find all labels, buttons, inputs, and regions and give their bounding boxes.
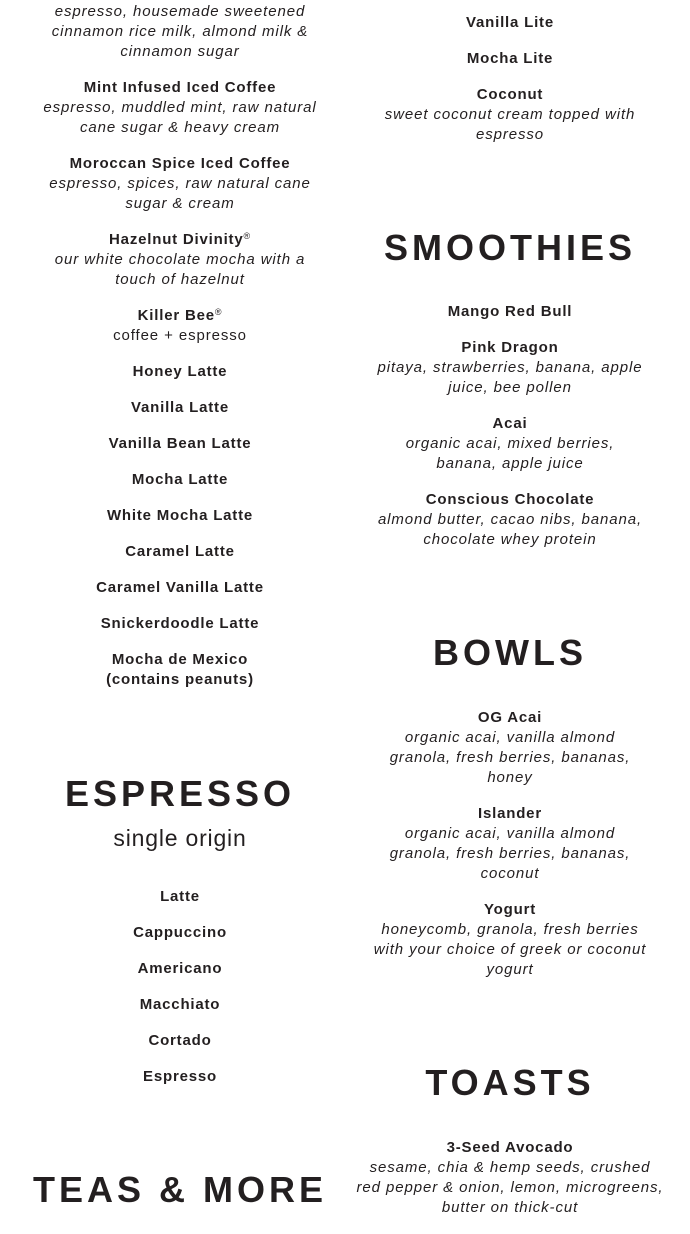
toasts-section: [355, 1063, 665, 1103]
menu-item: [355, 338, 665, 398]
item-name: Mocha Latte: [131, 471, 229, 488]
item-name: Caramel Latte: [125, 543, 235, 560]
registered-mark: ®: [214, 307, 223, 317]
item-description: almond butter, cacao nibs, banana, chocolate whey protein: [377, 511, 643, 548]
menu-item: [20, 542, 340, 562]
toasts-menu-list: [355, 1138, 665, 1234]
item-description: sweet coconut cream topped with espresso: [384, 106, 636, 143]
item-name: Cappuccino: [133, 924, 227, 941]
item-name: Vanilla Lite: [466, 14, 554, 31]
item-name: Moroccan Spice Iced Coffee: [69, 155, 291, 172]
section-title-smoothies: SMOOTHIES: [383, 227, 637, 268]
item-name: 3-Seed Avocado: [446, 1139, 574, 1156]
espresso-section: [20, 774, 340, 853]
section-title-teas: TEAS & MORE: [32, 1169, 327, 1210]
item-description: coffee + espresso: [113, 327, 247, 344]
item-description: sesame, chia & hemp seeds, crushed red pepper & onion, lemon, microgreens, butter on thick-cut: [356, 1159, 664, 1216]
menu-item: [20, 78, 340, 138]
menu-item: [20, 887, 340, 907]
menu-item: [355, 414, 665, 474]
bowls-menu-list: [355, 708, 665, 996]
item-description: espresso, housemade sweetened cinnamon rice milk, almond milk & cinnamon sugar: [51, 3, 309, 60]
menu-item: [20, 230, 340, 290]
menu-item: [355, 804, 665, 884]
menu-item: [20, 306, 340, 346]
menu-item: [355, 1138, 665, 1218]
item-name: Cortado: [148, 1032, 212, 1049]
section-subtitle: single origin: [113, 825, 247, 851]
item-description: espresso, spices, raw natural cane sugar & cream: [49, 175, 311, 212]
item-name: Yogurt: [483, 901, 536, 918]
menu-item: [20, 398, 340, 418]
menu-item: [20, 614, 340, 634]
menu-item: [20, 1067, 340, 1087]
item-name: Mint Infused Iced Coffee: [83, 79, 277, 96]
menu-item: [20, 434, 340, 454]
item-name: Mango Red Bull: [447, 303, 573, 320]
menu-item: [20, 2, 340, 62]
menu-item: [20, 923, 340, 943]
item-description: pitaya, strawberries, banana, apple juice, bee pollen: [377, 359, 643, 396]
item-name: [20, 306, 340, 326]
menu-item: [20, 362, 340, 382]
menu-item: [20, 1031, 340, 1051]
smoothies-section: [355, 228, 665, 268]
item-name: Honey Latte: [132, 363, 228, 380]
section-title-espresso: ESPRESSO: [64, 773, 296, 814]
item-description: espresso, muddled mint, raw natural cane sugar & heavy cream: [43, 99, 317, 136]
menu-item: [20, 506, 340, 526]
item-description: organic acai, vanilla almond granola, fresh berries, bananas, coconut: [389, 825, 631, 882]
item-name: Vanilla Latte: [131, 399, 229, 416]
menu-item: [355, 85, 665, 145]
item-name: Macchiato: [139, 996, 221, 1013]
item-name: Espresso: [143, 1068, 217, 1085]
left-top-menu-list: [20, 2, 340, 706]
menu-item: [20, 154, 340, 214]
item-name: Coconut: [476, 86, 544, 103]
item-name-text: Killer Bee: [137, 307, 215, 324]
item-name: Islander: [478, 805, 542, 822]
item-name: Americano: [137, 960, 223, 977]
menu-item: [355, 490, 665, 550]
item-description: our white chocolate mocha with a touch of hazelnut: [54, 251, 306, 288]
item-name: OG Acai: [477, 709, 543, 726]
menu-item: [20, 995, 340, 1015]
item-name: Pink Dragon: [461, 339, 559, 356]
registered-mark: ®: [243, 231, 251, 241]
item-description: honeycomb, granola, fresh berries with your choice of greek or coconut yogurt: [373, 921, 647, 978]
menu-item: [355, 900, 665, 980]
section-title-bowls: BOWLS: [433, 632, 587, 673]
item-name: Caramel Vanilla Latte: [96, 579, 264, 596]
bowls-section: [355, 633, 665, 673]
item-name: Acai: [492, 415, 528, 432]
item-name: Mocha Lite: [466, 50, 554, 67]
item-description: organic acai, mixed berries, banana, apple juice: [405, 435, 615, 472]
item-name: Vanilla Bean Latte: [108, 435, 252, 452]
item-name: Latte: [160, 888, 200, 905]
item-name-text: Hazelnut Divinity: [109, 231, 244, 248]
espresso-menu-list: [20, 887, 340, 1103]
menu-item: [20, 650, 340, 690]
menu-item: [20, 959, 340, 979]
menu-item: [355, 708, 665, 788]
item-name: Mocha de Mexico (contains peanuts): [106, 651, 254, 688]
section-title-toasts: TOASTS: [425, 1062, 595, 1103]
menu-item: [355, 13, 665, 33]
item-name: [20, 230, 340, 250]
item-name: Conscious Chocolate: [425, 491, 595, 508]
menu-item: [20, 578, 340, 598]
smoothies-menu-list: [355, 302, 665, 566]
item-name: Snickerdoodle Latte: [100, 615, 260, 632]
item-name: White Mocha Latte: [106, 507, 254, 524]
menu-item: [355, 302, 665, 322]
menu-item: [20, 470, 340, 490]
menu-item: [355, 49, 665, 69]
right-top-menu-list: [355, 13, 665, 161]
teas-section: [20, 1170, 340, 1210]
item-description: organic acai, vanilla almond granola, fresh berries, bananas, honey: [389, 729, 631, 786]
